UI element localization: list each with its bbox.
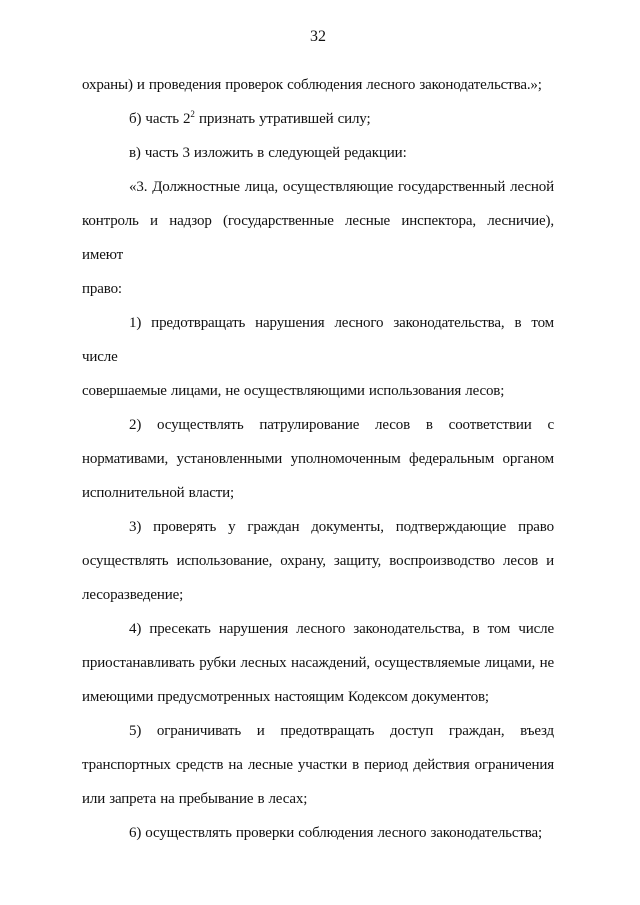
text-line: транспортных средств на лесные участки в период действия ограничения — [82, 757, 554, 773]
paragraph — [82, 306, 554, 408]
paragraph — [82, 170, 554, 306]
text-line: в) часть 3 изложить в следующей редакции: — [129, 145, 407, 161]
text-line: охраны) и проведения проверок соблюдения лесного законодательства.»; — [82, 77, 542, 93]
text-line: 6) осуществлять проверки соблюдения лесного законодательства; — [129, 825, 543, 841]
paragraph — [82, 102, 554, 136]
paragraph — [82, 612, 554, 714]
text-line: нормативами, установленными уполномоченным федеральным органом — [82, 451, 554, 467]
text-line: 3) проверять у граждан документы, подтверждающие право — [129, 519, 554, 535]
text-line: «3. Должностные лица, осуществляющие государственный лесной — [129, 179, 554, 195]
text-line: осуществлять использование, охрану, защиту, воспроизводство лесов и — [82, 553, 554, 569]
superscript: 2 — [190, 109, 195, 119]
text-line: б) часть $2^2$ признать утратившей силу; — [129, 109, 371, 127]
paragraph — [82, 816, 554, 850]
paragraph — [82, 408, 554, 510]
text-line: 2) осуществлять патрулирование лесов в соответствии с — [129, 417, 554, 433]
text-line: 1) предотвращать нарушения лесного законодательства, в том числе — [82, 315, 554, 365]
text-line: право: — [82, 281, 122, 297]
text-line: 5) ограничивать и предотвращать доступ граждан, въезд — [129, 723, 554, 739]
text-line: совершаемые лицами, не осуществляющими использования лесов; — [82, 383, 505, 399]
document-content — [82, 68, 554, 850]
text-line: лесоразведение; — [82, 587, 184, 603]
page-number: 32 — [310, 28, 326, 45]
text-line: имеющими предусмотренных настоящим Кодексом документов; — [82, 689, 489, 705]
paragraph — [82, 714, 554, 816]
text-line: исполнительной власти; — [82, 485, 235, 501]
text-line: приостанавливать рубки лесных насаждений, осуществляемые лицами, не — [82, 655, 554, 671]
paragraph — [82, 136, 554, 170]
paragraph — [82, 510, 554, 612]
text-line: или запрета на пребывание в лесах; — [82, 791, 308, 807]
paragraph — [82, 68, 554, 102]
text-line: 4) пресекать нарушения лесного законодательства, в том числе — [129, 621, 554, 637]
text-line: контроль и надзор (государственные лесные инспектора, лесничие), имеют — [82, 213, 554, 263]
